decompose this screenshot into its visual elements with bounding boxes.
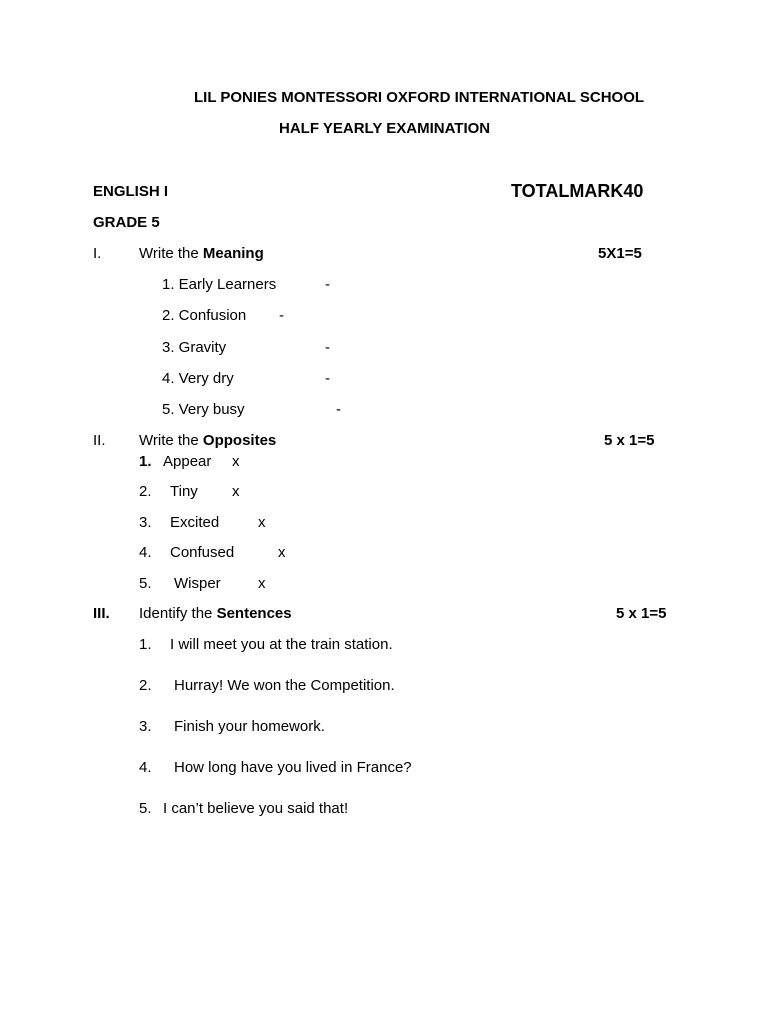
item-number: 3.	[139, 718, 152, 735]
instruction-keyword: Opposites	[202, 432, 277, 449]
item-text: 4. Very dry	[162, 370, 234, 387]
item-text: I will meet you at the train station.	[170, 636, 393, 653]
item-mark: x	[278, 544, 286, 561]
item-text: Tiny	[170, 483, 198, 500]
item-dash: -	[325, 276, 330, 293]
section-instruction	[139, 245, 264, 263]
exam-title: HALF YEARLY EXAMINATION	[279, 120, 491, 137]
section-instruction	[139, 605, 292, 623]
item-text: Confused	[170, 544, 235, 561]
instruction-keyword: Meaning	[202, 245, 264, 262]
section-marks: 5X1=5	[598, 245, 642, 262]
item-dash: -	[336, 401, 341, 418]
section-numeral: III.	[93, 605, 110, 622]
item-dash: -	[325, 370, 330, 387]
item-text: Wisper	[174, 575, 221, 592]
item-mark: x	[232, 483, 240, 500]
section-heading-sentences	[93, 605, 693, 625]
item-text: 5. Very busy	[162, 401, 245, 418]
item-text: Excited	[170, 514, 220, 531]
subject-label: ENGLISH I	[93, 183, 169, 200]
item-text: 1. Early Learners	[162, 276, 277, 293]
item-text: Appear	[163, 453, 212, 470]
item-dash: -	[325, 339, 330, 356]
item-number: 5.	[139, 575, 152, 592]
section-heading-meaning	[93, 245, 693, 265]
instruction-keyword: Sentences	[216, 605, 292, 622]
instruction-prefix: Write the	[139, 432, 203, 449]
item-mark: x	[232, 453, 240, 470]
item-number: 3.	[139, 514, 152, 531]
section-marks: 5 x 1=5	[616, 605, 667, 622]
item-mark: x	[258, 514, 266, 531]
item-text: How long have you lived in France?	[174, 759, 412, 776]
item-number: 1.	[139, 636, 152, 653]
item-number: 4.	[139, 759, 152, 776]
item-number: 5.	[139, 800, 152, 817]
item-number: 4.	[139, 544, 152, 561]
item-text: I can’t believe you said that!	[163, 800, 349, 817]
section-marks: 5 x 1=5	[604, 432, 655, 449]
section-instruction	[139, 432, 276, 450]
item-text: Finish your homework.	[174, 718, 325, 735]
grade-label: GRADE 5	[93, 214, 160, 231]
item-dash: -	[279, 307, 284, 324]
item-mark: x	[258, 575, 266, 592]
item-number: 2.	[139, 483, 152, 500]
instruction-prefix: Write the	[139, 245, 203, 262]
section-numeral: II.	[93, 432, 106, 449]
item-number: 2.	[139, 677, 152, 694]
item-number: 1.	[139, 453, 152, 470]
total-marks: TOTALMARK40	[511, 181, 644, 201]
item-text: Hurray! We won the Competition.	[174, 677, 395, 694]
item-text: 2. Confusion	[162, 307, 247, 324]
instruction-prefix: Identify the	[139, 605, 217, 622]
section-heading-opposites	[93, 432, 693, 452]
school-name: LIL PONIES MONTESSORI OXFORD INTERNATIONAL SCHOOL	[194, 89, 645, 106]
item-text: 3. Gravity	[162, 339, 227, 356]
section-numeral: I.	[93, 245, 102, 262]
